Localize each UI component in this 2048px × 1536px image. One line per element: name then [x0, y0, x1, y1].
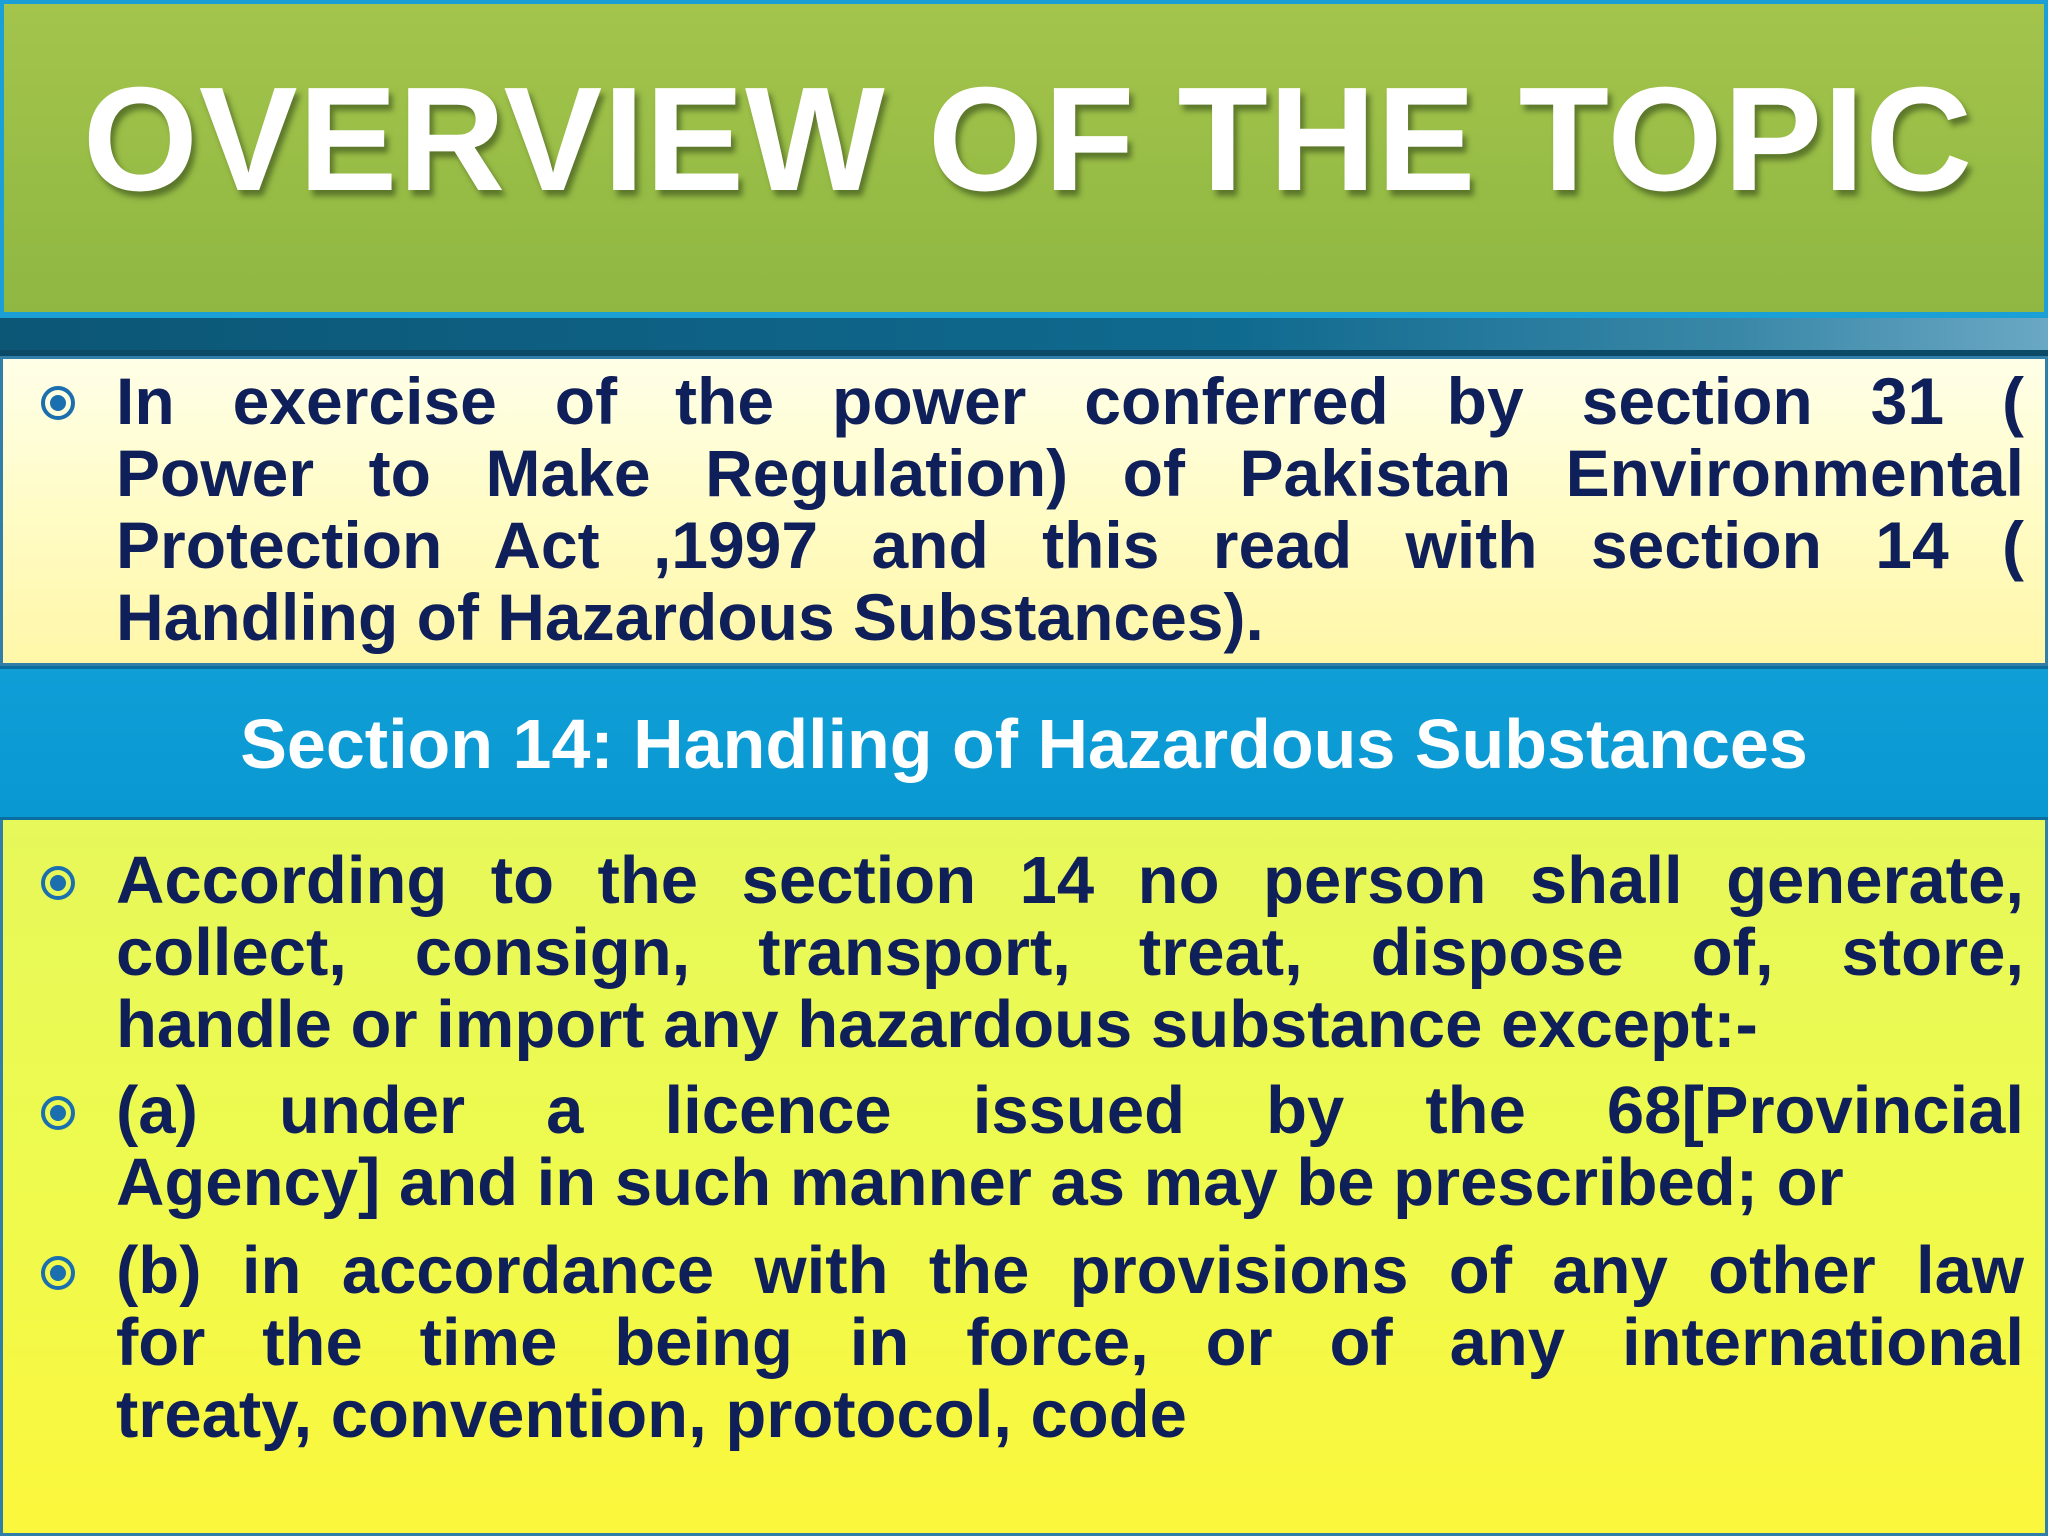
bullet-line: for the time being in force, or of any international: [116, 1305, 2024, 1380]
bullet-item: [116, 845, 2024, 1061]
target-bullet-icon: [40, 1095, 76, 1131]
bullet-line: (b) in accordance with the provisions of any other law: [116, 1233, 2024, 1308]
intro-line: Handling of Hazardous Substances).: [116, 580, 1264, 654]
divider-band: [0, 318, 2048, 356]
intro-bullet: [116, 365, 2024, 653]
target-bullet-icon: [40, 385, 76, 421]
bullet-item: [116, 1235, 2024, 1451]
target-bullet-icon: [40, 1255, 76, 1291]
bullet-line: treaty, convention, protocol, code: [116, 1377, 1187, 1452]
section-heading-bar: [0, 666, 2048, 820]
bullet-item: [116, 1075, 2024, 1219]
intro-line: Protection Act ,1997 and this read with section 14 (: [116, 508, 2024, 582]
section-heading: Section 14: Handling of Hazardous Substances: [240, 705, 1808, 783]
intro-line: Power to Make Regulation) of Pakistan Environmental: [116, 436, 2024, 510]
slide-title: OVERVIEW OF THE TOPIC: [82, 57, 1974, 222]
title-bar: [0, 0, 2048, 318]
bullet-line: According to the section 14 no person shall generate,: [116, 843, 2024, 918]
bullet-line: handle or import any hazardous substance except:-: [116, 987, 1758, 1062]
bullet-line: Agency] and in such manner as may be prescribed; or: [116, 1145, 1844, 1220]
target-bullet-icon: [40, 865, 76, 901]
bullet-line: (a) under a licence issued by the 68[Provincial: [116, 1073, 2024, 1148]
bullet-line: collect, consign, transport, treat, dispose of, store,: [116, 915, 2024, 990]
intro-line: In exercise of the power conferred by section 31 (: [116, 364, 2024, 438]
